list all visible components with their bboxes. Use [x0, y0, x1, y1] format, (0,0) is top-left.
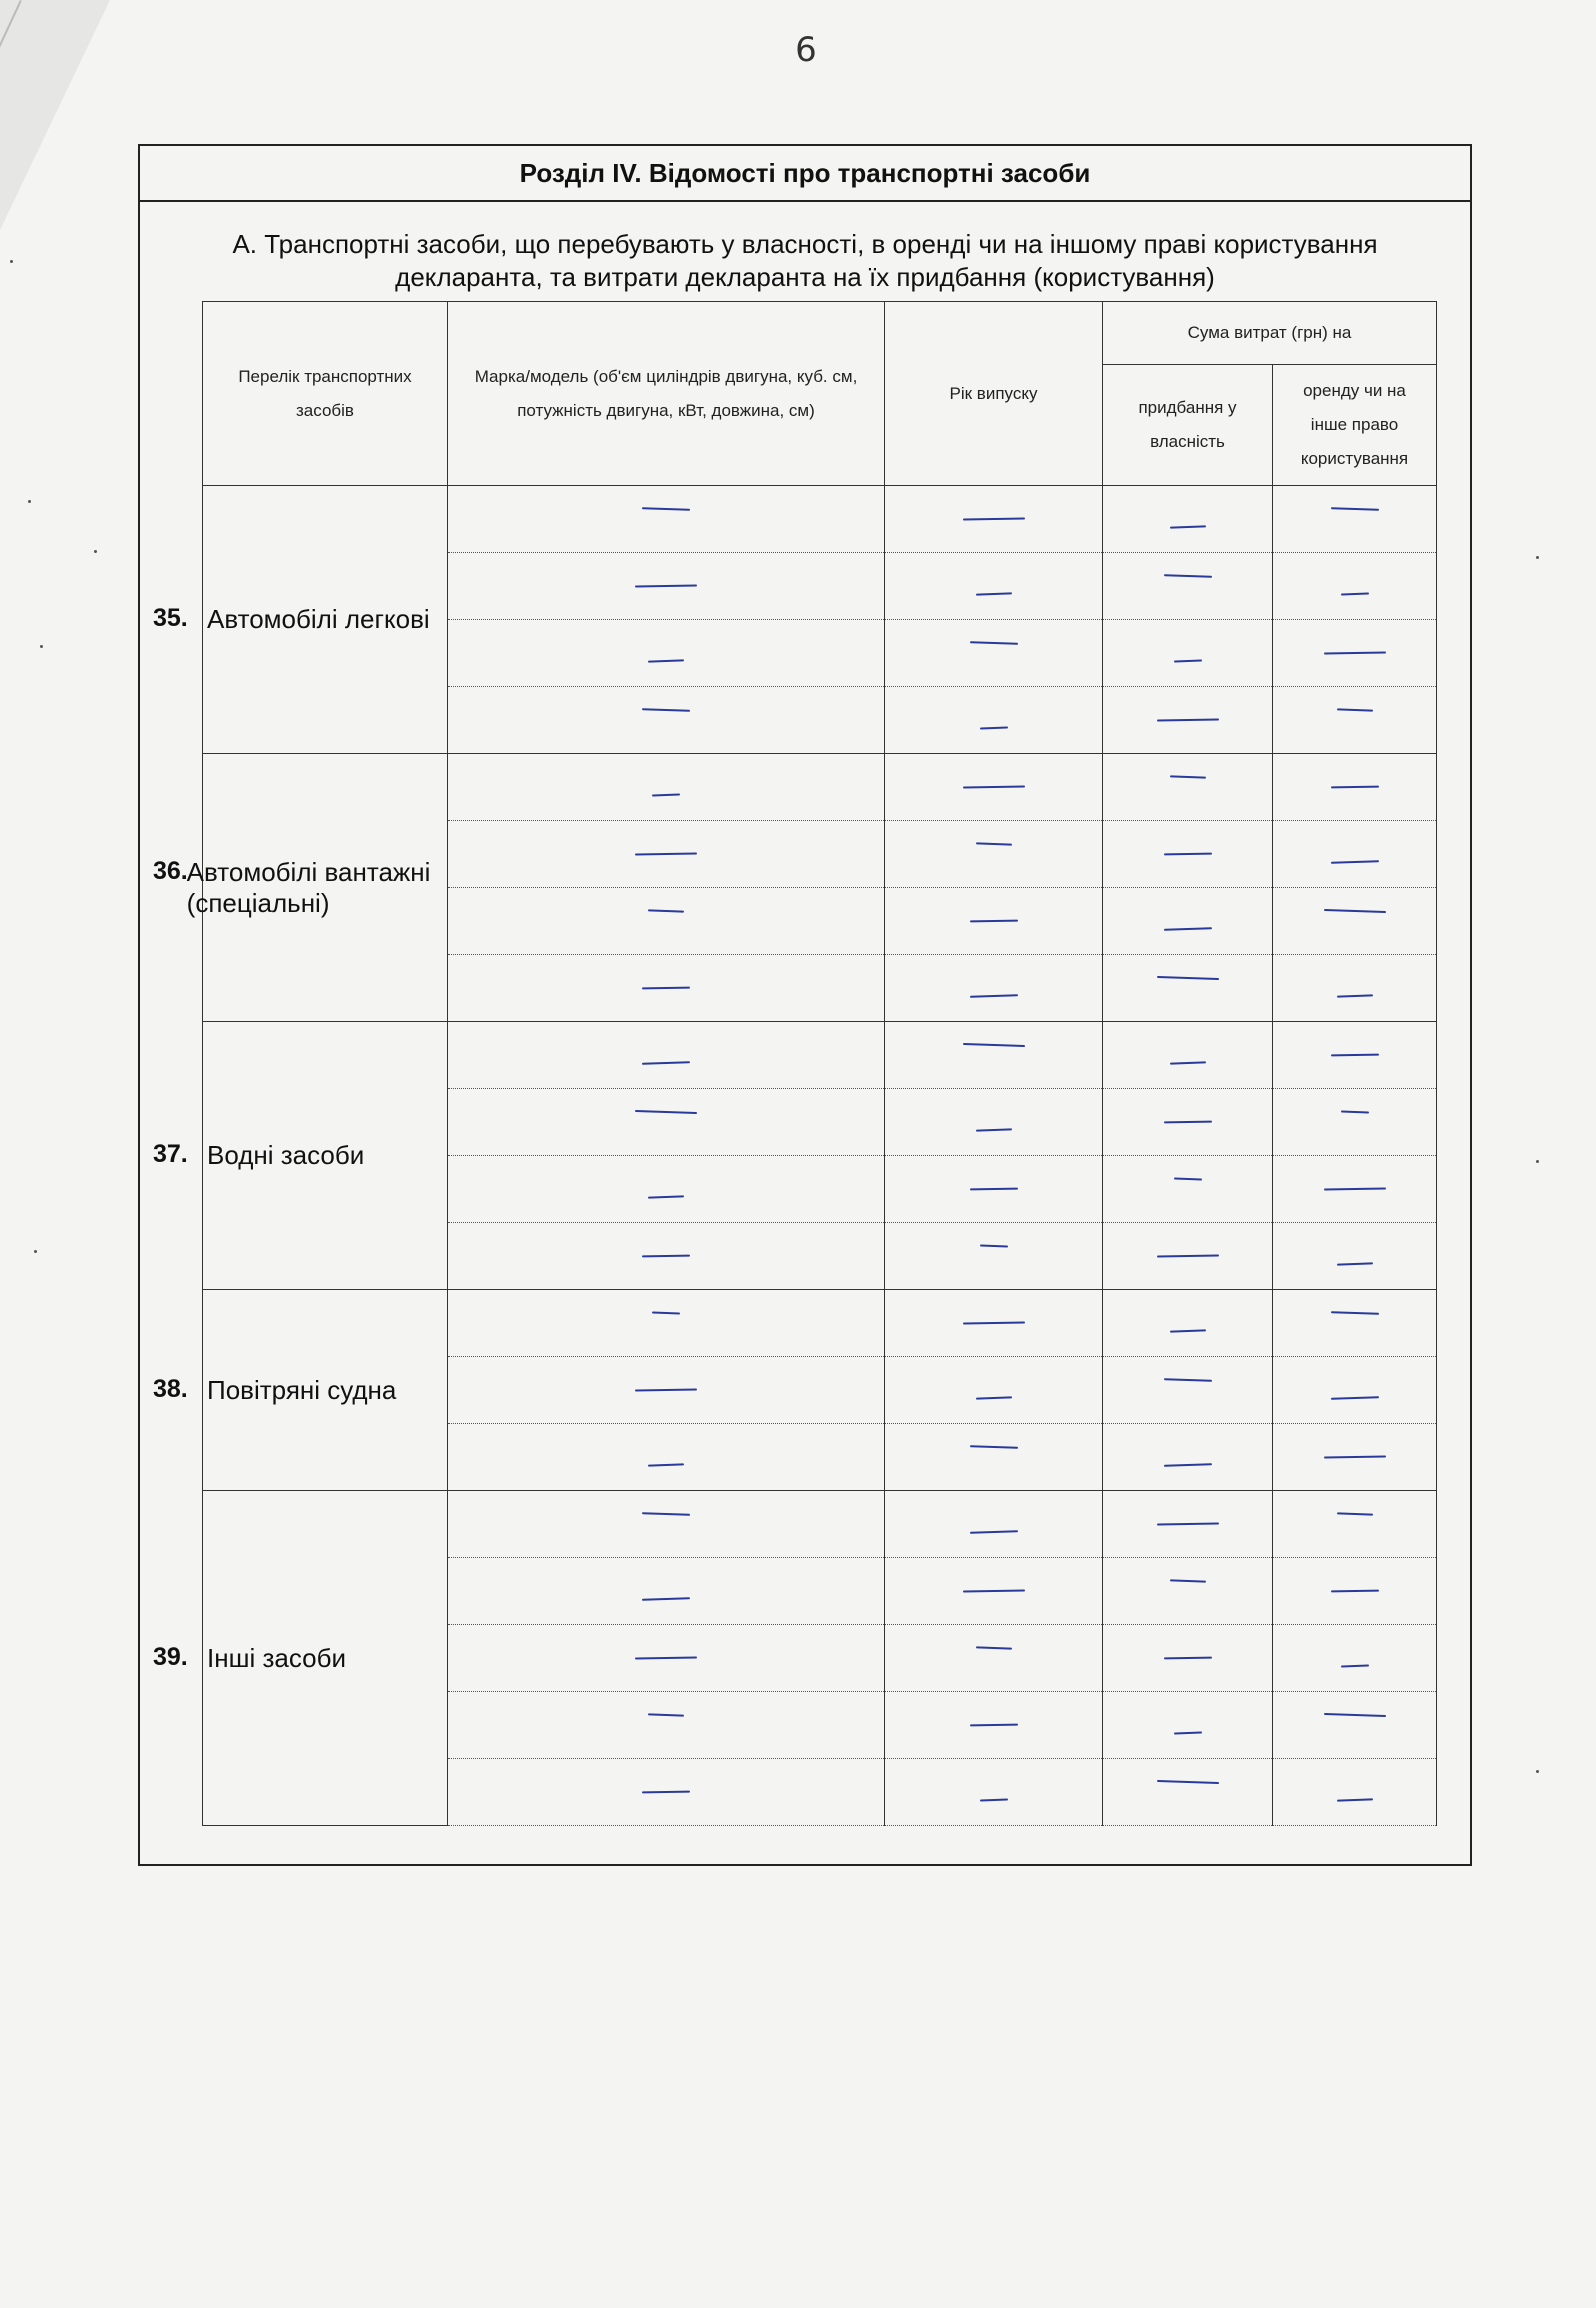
purchase-cell [1103, 1156, 1273, 1223]
handwritten-dash [1330, 507, 1378, 511]
handwritten-dash [1323, 651, 1385, 654]
year-cell [885, 1290, 1103, 1357]
handwritten-dash [1336, 994, 1372, 997]
handwritten-dash [635, 584, 697, 587]
handwritten-dash [1163, 853, 1211, 856]
purchase-cell [1103, 620, 1273, 687]
handwritten-dash [1336, 1262, 1372, 1265]
handwritten-dash [642, 1061, 690, 1065]
handwritten-dash [652, 1312, 680, 1315]
handwritten-dash [1156, 1522, 1218, 1525]
header-year: Рік випуску [885, 302, 1103, 486]
year-cell [885, 486, 1103, 553]
year-cell [885, 821, 1103, 888]
category-label: Інші засоби [207, 1642, 346, 1673]
purchase-cell [1103, 1692, 1273, 1759]
header-purchase: придбання у власність [1103, 365, 1273, 486]
brand-model-cell [448, 1625, 885, 1692]
year-cell [885, 1625, 1103, 1692]
handwritten-dash [635, 1656, 697, 1659]
table-row [203, 1290, 1437, 1357]
purchase-cell [1103, 1223, 1273, 1290]
purchase-cell [1103, 1357, 1273, 1424]
handwritten-dash [1340, 1111, 1368, 1114]
header-list: Перелік транспортних засобів [203, 302, 448, 486]
rent-cell [1273, 888, 1437, 955]
year-cell [885, 1357, 1103, 1424]
rent-cell [1273, 553, 1437, 620]
rent-cell [1273, 1156, 1437, 1223]
handwritten-dash [1169, 1329, 1205, 1332]
category-cell [153, 754, 448, 1022]
year-cell [885, 1424, 1103, 1491]
header-brand-model: Марка/модель (об'єм циліндрів двигуна, куб. см, потужність двигуна, кВт, довжина, см) [448, 302, 885, 486]
brand-model-cell [448, 821, 885, 888]
scan-speck [28, 500, 31, 503]
handwritten-dash [969, 1530, 1017, 1534]
rent-cell [1273, 1290, 1437, 1357]
handwritten-dash [1163, 1657, 1211, 1660]
brand-model-cell [448, 687, 885, 754]
folded-corner [0, 0, 110, 230]
handwritten-dash [969, 994, 1017, 998]
rent-cell [1273, 754, 1437, 821]
handwritten-dash [969, 1445, 1017, 1449]
handwritten-dash [1323, 1187, 1385, 1190]
purchase-cell [1103, 687, 1273, 754]
handwritten-dash [1156, 1254, 1218, 1257]
year-cell [885, 620, 1103, 687]
category-cell [153, 1290, 448, 1491]
handwritten-dash [975, 1128, 1011, 1131]
year-cell [885, 553, 1103, 620]
handwritten-dash [962, 785, 1024, 788]
handwritten-dash [1336, 1798, 1372, 1801]
scan-speck [94, 550, 97, 553]
rent-cell [1273, 1558, 1437, 1625]
vehicles-table-body [153, 486, 1437, 1826]
purchase-cell [1103, 1759, 1273, 1826]
rent-cell [1273, 1625, 1437, 1692]
handwritten-dash [962, 1043, 1024, 1047]
brand-model-cell [448, 486, 885, 553]
purchase-cell [1103, 1558, 1273, 1625]
handwritten-dash [642, 1791, 690, 1794]
page-number: 6 [795, 30, 817, 70]
brand-model-cell [448, 1424, 885, 1491]
rent-cell [1273, 1424, 1437, 1491]
year-cell [885, 687, 1103, 754]
year-cell [885, 1692, 1103, 1759]
handwritten-dash [975, 1646, 1011, 1649]
handwritten-dash [1156, 1780, 1218, 1784]
handwritten-dash [1340, 593, 1368, 596]
handwritten-dash [1336, 708, 1372, 711]
purchase-cell [1103, 754, 1273, 821]
category-label: Автомобілі вантажні (спеціальні) [186, 856, 431, 918]
handwritten-dash [1163, 574, 1211, 578]
rent-cell [1273, 1692, 1437, 1759]
year-cell [885, 955, 1103, 1022]
handwritten-dash [1173, 1732, 1201, 1735]
subsection-text: . Транспортні засоби, що перебувають у власності, в оренді чи на іншому праві користування декларанта, та витрати декларанта на їх придбання (користування) [249, 229, 1378, 292]
handwritten-dash [1156, 718, 1218, 721]
handwritten-dash [1336, 1512, 1372, 1515]
brand-model-cell [448, 955, 885, 1022]
table-row [203, 486, 1437, 553]
year-cell [885, 888, 1103, 955]
handwritten-dash [648, 1195, 684, 1198]
handwritten-dash [1163, 1378, 1211, 1382]
section-frame [138, 144, 1472, 1866]
handwritten-dash [969, 1724, 1017, 1727]
purchase-cell [1103, 1022, 1273, 1089]
scan-speck [40, 645, 43, 648]
rent-cell [1273, 1357, 1437, 1424]
scan-speck [34, 1250, 37, 1253]
year-cell [885, 1759, 1103, 1826]
category-number: 36. [153, 856, 188, 885]
header-rent: оренду чи на інше право користування [1273, 365, 1437, 486]
brand-model-cell [448, 1223, 885, 1290]
handwritten-dash [1330, 860, 1378, 864]
handwritten-dash [969, 641, 1017, 645]
purchase-cell [1103, 888, 1273, 955]
handwritten-dash [962, 1589, 1024, 1592]
handwritten-dash [975, 842, 1011, 845]
year-cell [885, 1156, 1103, 1223]
category-cell [153, 486, 448, 754]
handwritten-dash [969, 1188, 1017, 1191]
purchase-cell [1103, 1089, 1273, 1156]
handwritten-dash [1163, 1121, 1211, 1124]
brand-model-cell [448, 1759, 885, 1826]
handwritten-dash [1163, 1463, 1211, 1467]
subsection-heading [180, 228, 1430, 294]
handwritten-dash [979, 727, 1007, 730]
purchase-cell [1103, 1290, 1273, 1357]
handwritten-dash [1163, 927, 1211, 931]
year-cell [885, 1558, 1103, 1625]
handwritten-dash [642, 987, 690, 990]
brand-model-cell [448, 1491, 885, 1558]
vehicles-table [153, 301, 1437, 1826]
purchase-cell [1103, 1625, 1273, 1692]
category-number: 39. [153, 1642, 188, 1671]
handwritten-dash [648, 659, 684, 662]
rent-cell [1273, 1491, 1437, 1558]
rent-cell [1273, 821, 1437, 888]
handwritten-dash [635, 1388, 697, 1391]
category-cell [153, 1491, 448, 1826]
handwritten-dash [635, 852, 697, 855]
handwritten-dash [652, 794, 680, 797]
category-cell [153, 1022, 448, 1290]
year-cell [885, 1223, 1103, 1290]
handwritten-dash [635, 1110, 697, 1114]
handwritten-dash [1323, 1713, 1385, 1717]
category-number: 38. [153, 1374, 188, 1403]
rent-cell [1273, 486, 1437, 553]
handwritten-dash [1330, 1590, 1378, 1593]
handwritten-dash [1330, 1311, 1378, 1315]
handwritten-dash [642, 1512, 690, 1516]
category-label: Повітряні судна [207, 1374, 397, 1405]
handwritten-dash [1330, 1396, 1378, 1400]
brand-model-cell [448, 1156, 885, 1223]
rent-cell [1273, 955, 1437, 1022]
purchase-cell [1103, 821, 1273, 888]
handwritten-dash [1323, 1455, 1385, 1458]
handwritten-dash [1173, 1178, 1201, 1181]
brand-model-cell [448, 1558, 885, 1625]
purchase-cell [1103, 1424, 1273, 1491]
handwritten-dash [1323, 909, 1385, 913]
handwritten-dash [1330, 1054, 1378, 1057]
scan-speck [1536, 1160, 1539, 1163]
scan-speck [1536, 1770, 1539, 1773]
handwritten-dash [1330, 786, 1378, 789]
year-cell [885, 1022, 1103, 1089]
category-number: 37. [153, 1140, 188, 1168]
handwritten-dash [962, 517, 1024, 520]
handwritten-dash [1173, 660, 1201, 663]
handwritten-dash [642, 1597, 690, 1601]
purchase-cell [1103, 553, 1273, 620]
subsection-letter: А [232, 229, 250, 259]
year-cell [885, 1491, 1103, 1558]
brand-model-cell [448, 754, 885, 821]
handwritten-dash [642, 708, 690, 712]
scan-speck [1536, 556, 1539, 559]
handwritten-dash [979, 1799, 1007, 1802]
category-number: 35. [153, 604, 188, 632]
purchase-cell [1103, 955, 1273, 1022]
handwritten-dash [1169, 775, 1205, 778]
brand-model-cell [448, 888, 885, 955]
handwritten-dash [962, 1321, 1024, 1324]
header-expenses: Сума витрат (грн) на [1103, 302, 1437, 365]
rent-cell [1273, 620, 1437, 687]
handwritten-dash [1340, 1665, 1368, 1668]
rent-cell [1273, 1759, 1437, 1826]
handwritten-dash [975, 592, 1011, 595]
purchase-cell [1103, 1491, 1273, 1558]
handwritten-dash [642, 507, 690, 511]
brand-model-cell [448, 1089, 885, 1156]
table-row [203, 754, 1437, 821]
category-label: Автомобілі легкові [207, 604, 430, 634]
table-row [203, 1022, 1437, 1089]
handwritten-dash [1169, 1579, 1205, 1582]
handwritten-dash [1169, 525, 1205, 528]
handwritten-dash [642, 1255, 690, 1258]
scan-speck [10, 260, 13, 263]
handwritten-dash [648, 1463, 684, 1466]
handwritten-dash [1156, 976, 1218, 980]
handwritten-dash [648, 909, 684, 912]
category-label: Водні засоби [207, 1140, 365, 1170]
year-cell [885, 754, 1103, 821]
rent-cell [1273, 1022, 1437, 1089]
year-cell [885, 1089, 1103, 1156]
rent-cell [1273, 687, 1437, 754]
handwritten-dash [969, 920, 1017, 923]
brand-model-cell [448, 620, 885, 687]
brand-model-cell [448, 1022, 885, 1089]
section-title: Розділ IV. Відомості про транспортні засоби [140, 146, 1470, 202]
brand-model-cell [448, 1692, 885, 1759]
purchase-cell [1103, 486, 1273, 553]
brand-model-cell [448, 1357, 885, 1424]
handwritten-dash [979, 1245, 1007, 1248]
brand-model-cell [448, 1290, 885, 1357]
brand-model-cell [448, 553, 885, 620]
handwritten-dash [1169, 1061, 1205, 1064]
handwritten-dash [975, 1396, 1011, 1399]
rent-cell [1273, 1223, 1437, 1290]
handwritten-dash [648, 1713, 684, 1716]
rent-cell [1273, 1089, 1437, 1156]
table-row [203, 1491, 1437, 1558]
